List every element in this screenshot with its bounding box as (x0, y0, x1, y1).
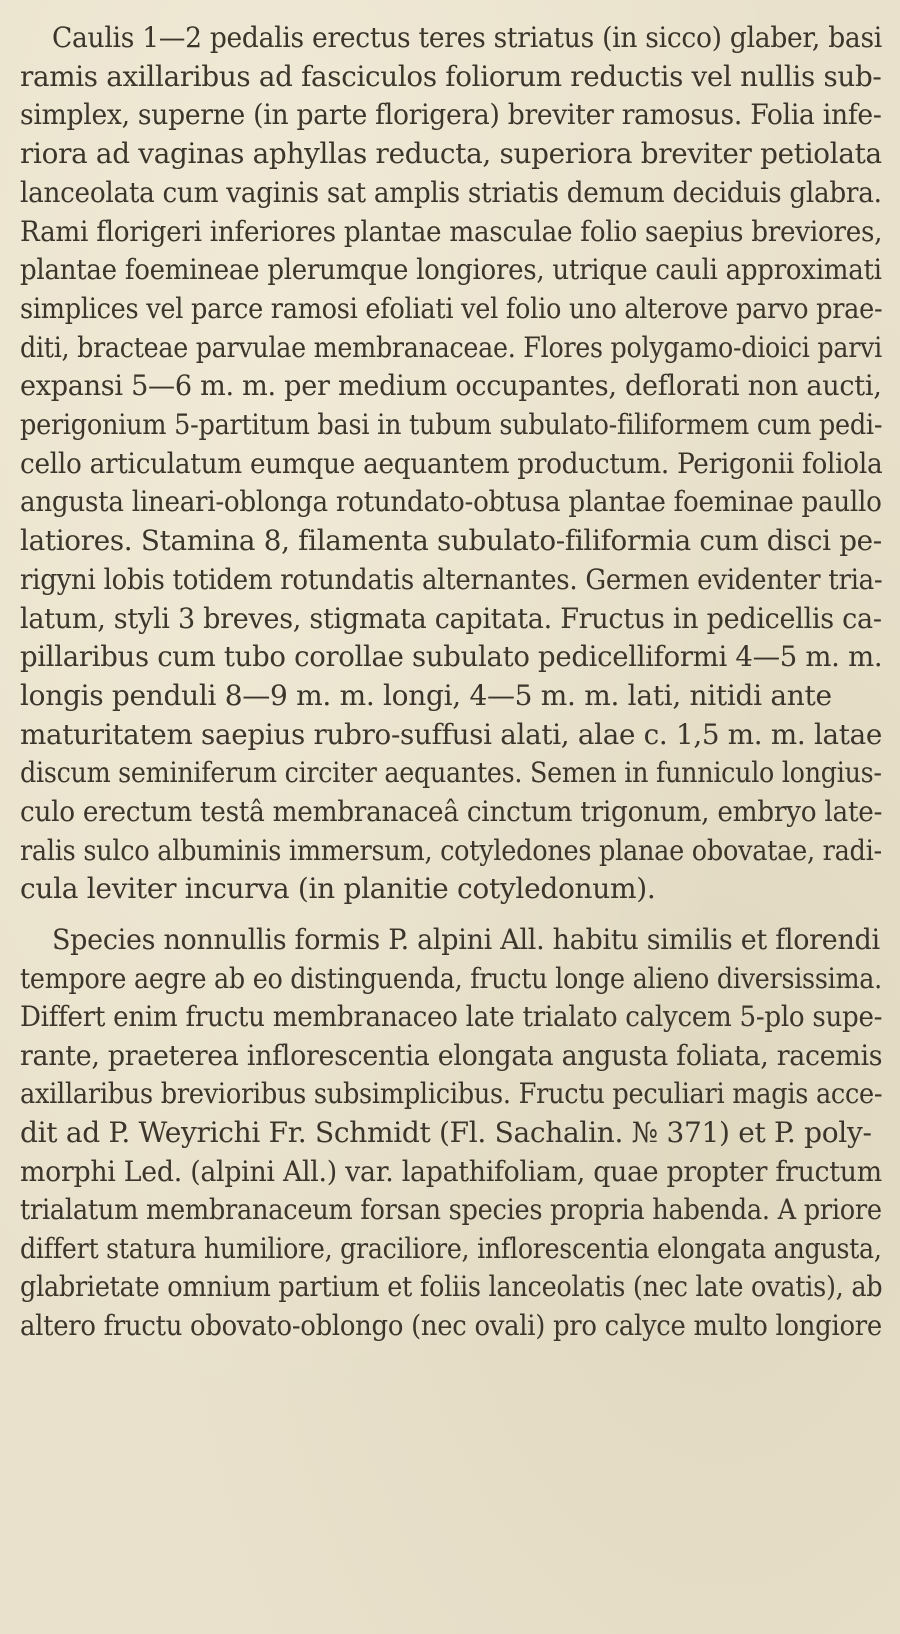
text-line: maturitatem saepius rubro-suffusi alati, alae c. 1,5 m. m. latae (20, 717, 883, 751)
text-line: morphi Led. (alpini All.) var. lapathifoliam, quae propter fructum (20, 1154, 882, 1188)
text-line: axillaribus brevioribus subsimplicibus. Fructu peculiari magis acce- (20, 1077, 883, 1111)
text-line: rigyni lobis totidem rotundatis alternantes. Germen evidenter tria- (20, 562, 883, 596)
text-line: expansi 5—6 m. m. per medium occupantes, deflorati non aucti, (20, 369, 882, 403)
text-line: diti, bracteae parvulae membranaceae. Flores polygamo-dioici parvi (20, 330, 882, 364)
text-line: tempore aegre ab eo distinguenda, fructu longe alieno diversissima. (20, 961, 882, 995)
text-line: culo erectum testâ membranaceâ cinctum trigonum, embryo late- (20, 795, 883, 828)
text-line: latiores. Stamina 8, filamenta subulato-filiformia cum disci pe- (20, 524, 882, 558)
text-line: simplex, superne (in parte florigera) breviter ramosus. Folia infe- (20, 98, 882, 132)
text-line: trialatum membranaceum forsan species propria habenda. A priore (20, 1193, 882, 1227)
text-line: riora ad vaginas aphyllas reducta, superiora breviter petiolata (20, 137, 882, 171)
text-line: Differt enim fructu membranaceo late trialato calycem 5-plo supe- (20, 1000, 883, 1034)
text-line: Rami florigeri inferiores plantae masculae folio saepius breviores, (20, 214, 883, 248)
text-line: plantae foemineae plerumque longiores, utrique cauli approximati (20, 253, 882, 287)
text-line: simplices vel parce ramosi efoliati vel folio uno alterove parvo prae- (20, 291, 883, 325)
text-line: perigonium 5-partitum basi in tubum subulato-filiformem cum pedi- (20, 408, 883, 441)
text-line: discum seminiferum circiter aequantes. Semen in funniculo longius- (20, 756, 882, 790)
text-line: Caulis 1—2 pedalis erectus teres striatus (in sicco) glaber, basi (52, 21, 882, 54)
text-line: cula leviter incurva (in planitie cotyledonum). (20, 872, 656, 906)
text-line: altero fructu obovato-oblongo (nec ovali) pro calyce multo longiore (20, 1309, 882, 1342)
text-line: pillaribus cum tubo corollae subulato pedicelliformi 4—5 m. m. (20, 640, 883, 674)
text-line: glabrietate omnium partium et foliis lanceolatis (nec late ovatis), ab (20, 1270, 883, 1304)
text-line: lanceolata cum vaginis sat amplis striatis demum deciduis glabra. (20, 175, 882, 209)
text-line: latum, styli 3 breves, stigmata capitata. Fructus in pedicellis ca- (20, 601, 882, 635)
text-line: ramis axillaribus ad fasciculos foliorum reductis vel nullis sub- (20, 59, 882, 93)
text-line: ralis sulco albuminis immersum, cotyledones planae obovatae, radi- (20, 833, 882, 867)
text-line: cello articulatum eumque aequantem productum. Perigonii foliola (20, 446, 883, 480)
text-line: differt statura humiliore, graciliore, inflorescentia elongata angusta, (20, 1231, 882, 1265)
text-line: Species nonnullis formis P. alpini All. habitu similis et florendi (52, 923, 880, 956)
text-line: dit ad P. Weyrichi Fr. Schmidt (Fl. Sachalin. № 371) et P. poly- (20, 1116, 872, 1149)
text-line: longis penduli 8—9 m. m. longi, 4—5 m. m. lati, nitidi ante (20, 678, 832, 712)
text-line: rante, praeterea inflorescentia elongata angusta foliata, racemis (20, 1038, 883, 1072)
text-line: angusta lineari-oblonga rotundato-obtusa plantae foeminae paullo (20, 485, 882, 519)
